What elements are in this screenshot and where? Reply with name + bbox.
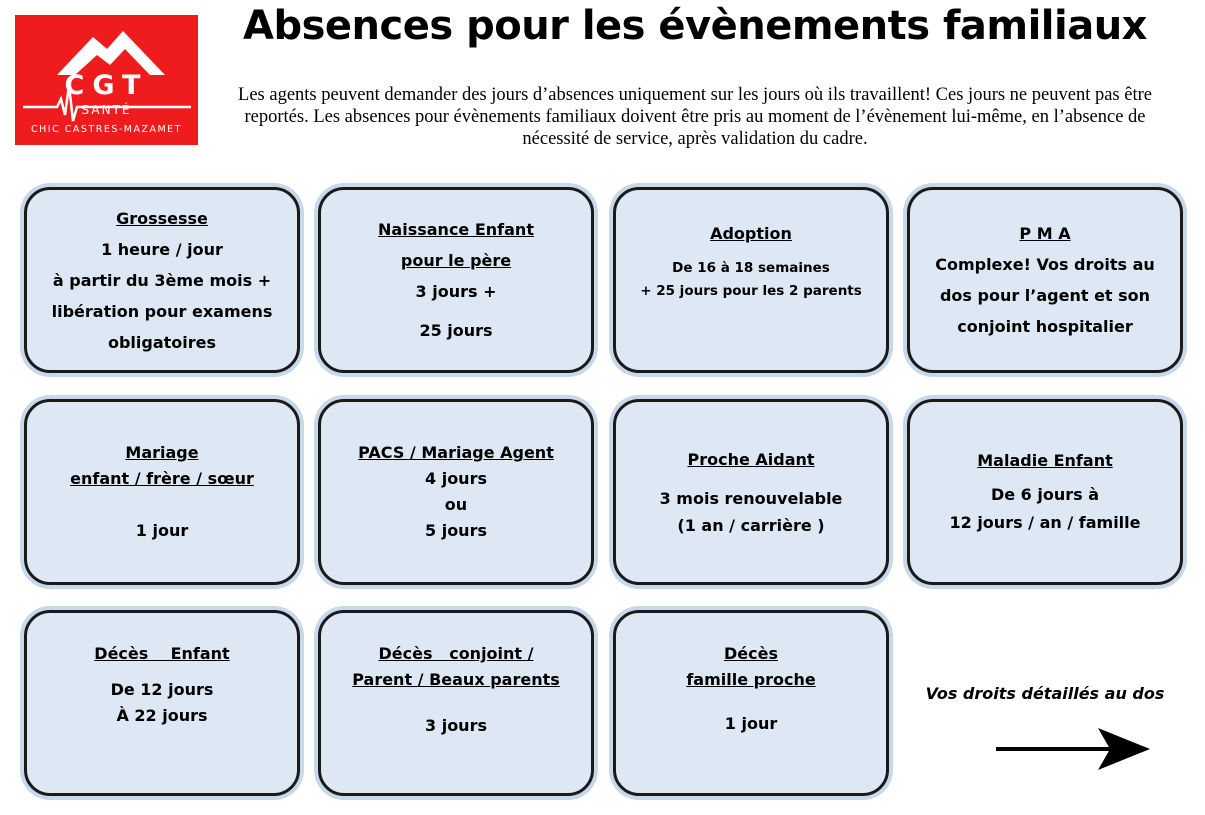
cgt-logo: [15, 15, 198, 145]
card-title: Décès conjoint /: [378, 644, 534, 663]
card-line: (1 an / carrière ): [677, 515, 825, 535]
card-line: 12 jours / an / famille: [949, 513, 1141, 532]
card-title: Proche Aidant: [687, 449, 815, 469]
card-maladie-enfant: [907, 399, 1183, 585]
card-naissance: [318, 187, 594, 373]
card-line: obligatoires: [107, 332, 217, 352]
card-line: À 22 jours: [116, 706, 208, 725]
card-grossesse: [24, 187, 300, 373]
card-line: 4 jours: [425, 469, 487, 488]
card-title: enfant / frère / sœur: [70, 469, 254, 488]
card-title: Naissance Enfant: [378, 220, 534, 239]
card-mariage: [24, 399, 300, 585]
arrow-right-icon: [994, 724, 1152, 776]
logo-subtitle: SANTÉ: [81, 103, 132, 117]
card-title: Grossesse: [116, 208, 208, 228]
card-pacs: [318, 399, 594, 585]
card-title: Parent / Beaux parents: [352, 670, 560, 689]
logo-brand: CGT: [64, 70, 149, 101]
card-deces-famille: [613, 610, 889, 796]
card-line: Complexe! Vos droits au: [935, 255, 1155, 274]
card-line: + 25 jours pour les 2 parents: [640, 283, 862, 299]
card-title: PACS / Mariage Agent: [358, 443, 554, 462]
card-title: pour le père: [400, 251, 512, 270]
card-proche-aidant: [613, 399, 889, 585]
card-line: 1 jour: [135, 521, 189, 540]
card-line: De 12 jours: [110, 680, 214, 699]
back-note: Vos droits détaillés au dos: [925, 684, 1165, 703]
card-line: De 6 jours à: [990, 485, 1100, 504]
card-line: De 16 à 18 semaines: [672, 260, 830, 276]
card-title: P M A: [1019, 224, 1071, 243]
card-title: Mariage: [125, 443, 199, 462]
card-title: Maladie Enfant: [977, 451, 1113, 470]
card-deces-conjoint: [318, 610, 594, 796]
card-line: à partir du 3ème mois +: [52, 270, 272, 290]
card-title: Décès: [724, 644, 778, 663]
card-line: libération pour examens: [51, 301, 273, 321]
card-title: Adoption: [710, 224, 792, 243]
card-line: dos pour l’agent et son: [939, 286, 1151, 305]
card-line: 3 jours +: [415, 282, 497, 301]
intro-paragraph: Les agents peuvent demander des jours d’absences uniquement sur les jours où ils travaillent! Ces jours ne peuvent pas être reportés. Les absences pour évènements familiaux doivent être pris au moment de l’évènement lui-même, en l’absence de nécessité de service, après validation du cadre.: [238, 85, 1152, 149]
card-line: conjoint hospitalier: [957, 317, 1133, 336]
card-adoption: [613, 187, 889, 373]
card-line: 25 jours: [419, 321, 493, 340]
card-deces-enfant: [24, 610, 300, 796]
card-title: famille proche: [686, 670, 816, 689]
card-line: 3 mois renouvelable: [659, 488, 843, 508]
card-title: Décès Enfant: [94, 644, 230, 663]
card-line: ou: [444, 495, 468, 514]
page-title: Absences pour les évènements familiaux: [243, 3, 1147, 49]
card-pma: [907, 187, 1183, 373]
card-line: 1 heure / jour: [101, 239, 223, 259]
card-line: 5 jours: [425, 521, 487, 540]
card-line: 1 jour: [724, 714, 778, 733]
card-line: 3 jours: [425, 716, 487, 735]
logo-hospital: CHIC CASTRES-MAZAMET: [31, 124, 182, 135]
